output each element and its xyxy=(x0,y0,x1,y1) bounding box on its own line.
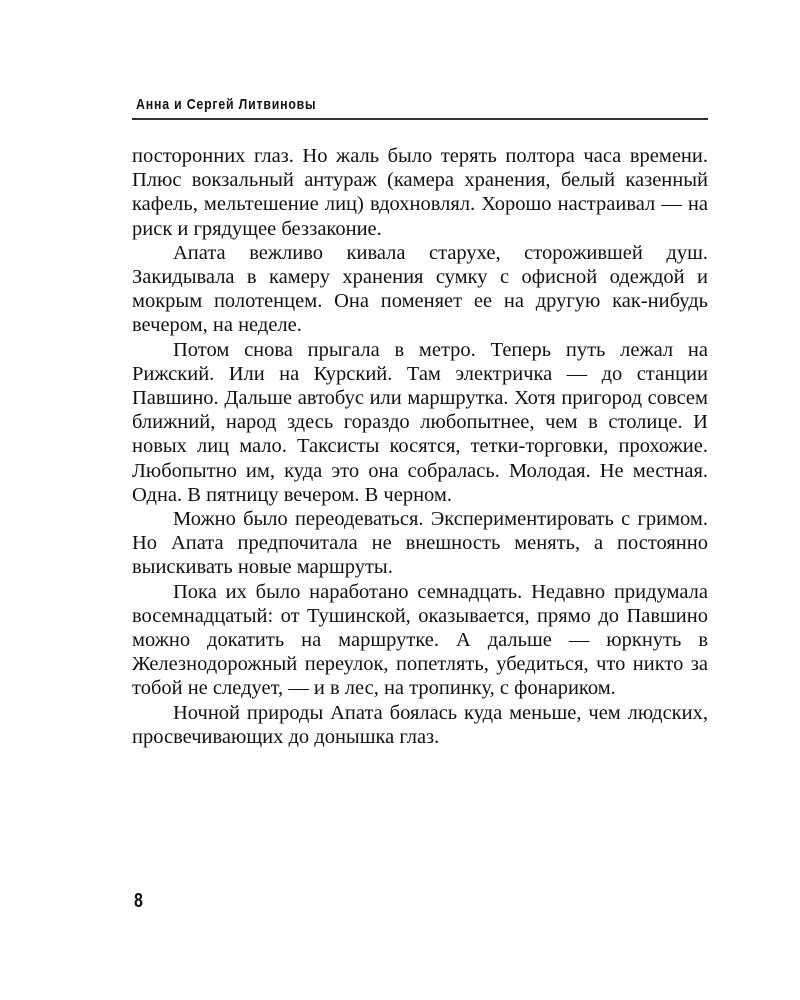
paragraph: Можно было переодеваться. Экспериментировать с гримом. Но Апата предпочитала не внешность менять, а постоянно выискивать новые маршруты. xyxy=(132,508,708,579)
running-head: Анна и Сергей Литвиновы xyxy=(136,96,317,113)
paragraph: Ночной природы Апата боялась куда меньше, чем людских, просвечивающих до донышка глаз. xyxy=(132,701,708,748)
paragraph: Потом снова прыгала в метро. Теперь путь лежал на Рижский. Или на Курский. Там электричка — до станции Павшино. Дальше автобус или маршрутка. Хотя пригород совсем ближний, народ здесь гораздо любопытнее, чем в столице. И новых лиц мало. Таксисты косятся, тетки-торговки, прохожие. Любопытно им, куда это она собралась. Молодая. Не местная. Одна. В пятницу вечером. В черном. xyxy=(132,338,708,506)
paragraph: Апата вежливо кивала старухе, сторожившей душ. Закидывала в камеру хранения сумку с офисной одеждой и мокрым полотенцем. Она поменяет ее на другую как-нибудь вечером, на неделе. xyxy=(132,241,708,337)
paragraph: посторонних глаз. Но жаль было терять полтора часа времени. Плюс вокзальный антураж (камера хранения, белый казенный кафель, мельтешение лиц) вдохновлял. Хорошо настраивал — на риск и грядущее беззаконие. xyxy=(132,145,708,240)
page-number: 8 xyxy=(134,890,143,912)
body-text xyxy=(132,144,708,749)
header-rule xyxy=(132,118,708,120)
paragraph: Пока их было наработано семнадцать. Недавно придумала восемнадцатый: от Тушинской, оказывается, прямо до Павшино можно докатить на маршрутке. А дальше — юркнуть в Железнодорожный переулок, попетлять, убедиться, что никто за тобой не следует, — и в лес, на тропинку, с фонариком. xyxy=(132,580,708,700)
